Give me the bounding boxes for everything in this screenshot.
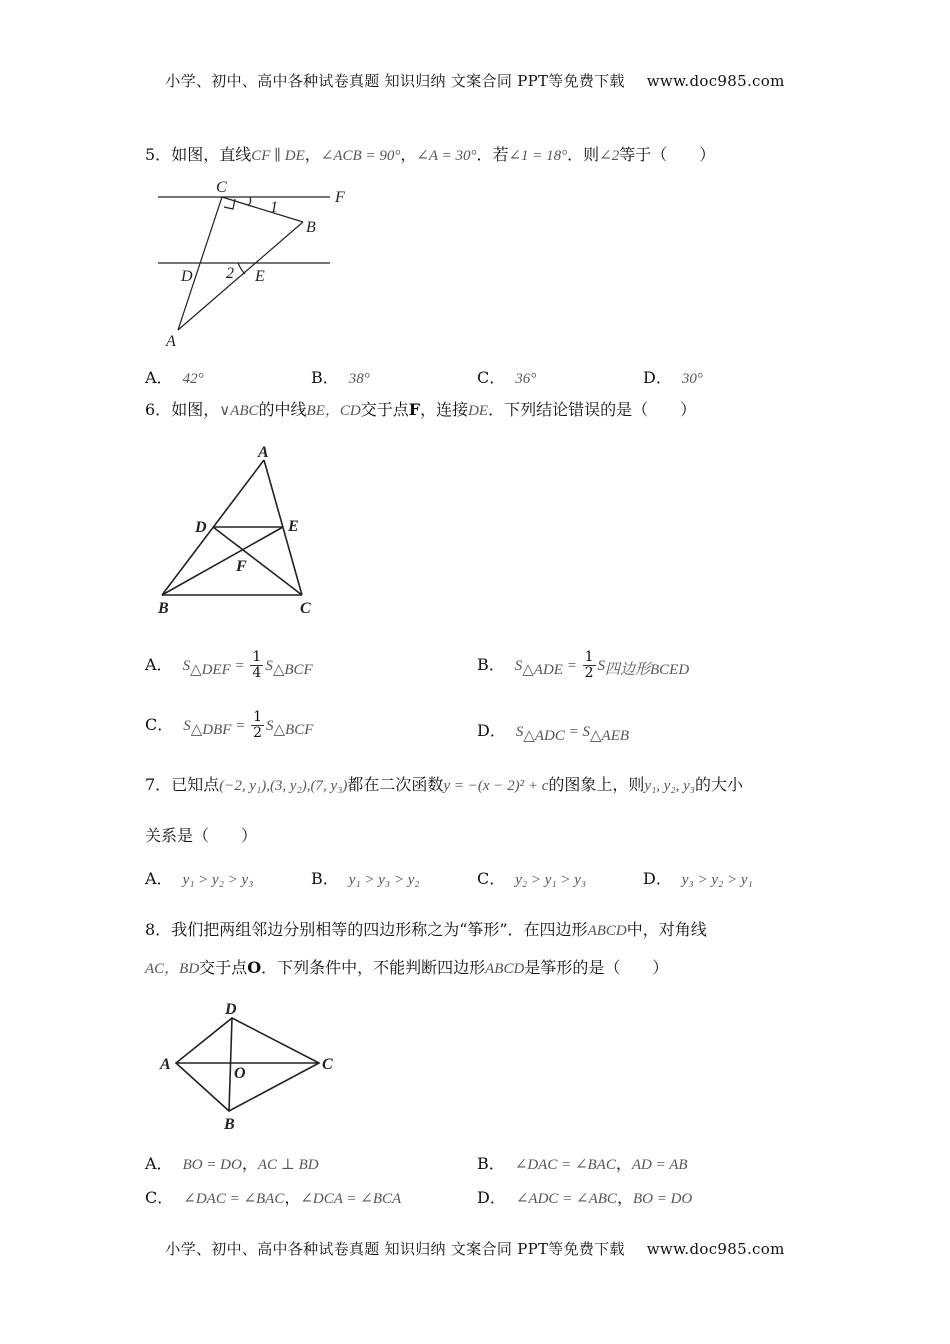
option-label: C． (477, 368, 506, 387)
question-7 (145, 773, 743, 798)
q6-text: ，连接 (420, 400, 469, 419)
area-subscript: △BCF (273, 722, 314, 739)
option-label: D． (477, 721, 506, 740)
area-symbol: S (597, 658, 606, 674)
q5-text: ．则 (567, 145, 600, 164)
q8-number: 8． (145, 920, 172, 939)
area-symbol: S (266, 718, 274, 734)
q6-option-c[interactable] (145, 710, 313, 741)
label-d: D (225, 1001, 237, 1018)
option-label: D． (643, 869, 672, 888)
q8-text: 交于点 (199, 958, 248, 977)
option-sep: ， (616, 1188, 633, 1207)
q5-math: ∠2 (599, 148, 620, 164)
label-2: 2 (226, 265, 234, 282)
label-d: D (195, 519, 207, 536)
option-label: D． (477, 1188, 506, 1207)
angle-2-arc (238, 263, 245, 274)
q8-math: AC，BD (145, 961, 200, 977)
label-e: E (255, 268, 265, 285)
q7-text: 的大小 (695, 775, 744, 794)
fraction (250, 650, 263, 681)
q7-option-c[interactable] (477, 866, 586, 889)
q6-figure (150, 440, 330, 620)
label-a: A (258, 444, 269, 461)
segment-ba (178, 222, 303, 330)
denominator: 4 (252, 665, 262, 681)
label-1: 1 (270, 199, 278, 216)
label-a: A (166, 333, 176, 350)
page-header (0, 70, 950, 91)
area-subscript: 四边形BCED (605, 662, 690, 679)
equals: = (231, 718, 250, 734)
option-sep: ， (615, 1154, 632, 1173)
q8-point: O (247, 958, 262, 977)
option-value: 38° (348, 371, 370, 387)
q5-sep: ， (400, 145, 417, 164)
area-symbol: S (515, 724, 524, 740)
q7-math: y₁, y₂, y₃ (644, 778, 696, 794)
option-label: A． (145, 869, 173, 888)
question-8 (145, 918, 707, 943)
q7-option-d[interactable] (643, 866, 753, 889)
option-label: A． (145, 655, 173, 674)
label-a: A (160, 1056, 171, 1073)
option-label: B． (311, 869, 339, 888)
option-value: y₂ > y₁ > y₃ (515, 872, 587, 888)
option-sep: ， (284, 1188, 301, 1207)
area-symbol: S (265, 658, 273, 674)
q5-option-a[interactable] (145, 365, 204, 388)
header-site: www.doc985.com (646, 72, 785, 90)
option-label: C． (145, 715, 174, 734)
q7-math: y = −(x − 2)² + c (443, 778, 549, 794)
diagonal-bd (229, 1018, 232, 1111)
fraction (583, 650, 596, 681)
q8-text: ．下列条件中，不能判断四边形 (261, 958, 486, 977)
option-value: 30° (681, 371, 703, 387)
q6-option-b[interactable] (477, 650, 689, 681)
label-c: C (322, 1056, 333, 1073)
option-value: BO = DO (632, 1191, 693, 1207)
equals: = (562, 658, 581, 674)
q6-math: ∨ABC (219, 403, 259, 419)
option-label: B． (477, 655, 505, 674)
q5-text: 等于（ ） (619, 145, 716, 164)
q8-text: 我们把两组邻边分别相等的四边形称之为“筝形”．在四边形 (171, 920, 588, 939)
median-cd (213, 527, 302, 595)
q6-text: ．下列结论错误的是（ ） (488, 400, 697, 419)
area-symbol: S (182, 658, 191, 674)
area-subscript: △AEB (590, 728, 630, 745)
option-label: C． (145, 1188, 174, 1207)
q5-text: ．若 (476, 145, 509, 164)
q8-option-b[interactable] (477, 1151, 688, 1174)
question-8-line2 (145, 956, 668, 981)
option-sep: ， (241, 1154, 258, 1173)
header-text: 小学、初中、高中各种试卷真题 知识归纳 文案合同 PPT等免费下载 (165, 72, 625, 90)
option-label: C． (477, 869, 506, 888)
q7-text: 已知点 (171, 775, 220, 794)
question-6 (145, 398, 696, 423)
q5-math: ∠A = 30° (416, 148, 477, 164)
q6-math: BE，CD (306, 403, 361, 419)
q6-text: 如图， (171, 400, 220, 419)
q8-option-a[interactable] (145, 1151, 319, 1174)
area-symbol: S (514, 658, 523, 674)
footer-site: www.doc985.com (646, 1240, 785, 1258)
median-be (162, 527, 283, 595)
q5-math: CF ∥ DE (251, 148, 305, 164)
option-value: ∠DAC = ∠BAC (183, 1191, 285, 1207)
area-symbol: S (183, 718, 191, 734)
option-value: y₁ > y₂ > y₃ (182, 872, 254, 888)
q6-text: 的中线 (258, 400, 307, 419)
question-5 (145, 143, 715, 168)
q6-text: 交于点 (360, 400, 409, 419)
footer-text: 小学、初中、高中各种试卷真题 知识归纳 文案合同 PPT等免费下载 (165, 1240, 625, 1258)
area-subscript: △BCF (272, 662, 313, 679)
label-e: E (288, 518, 299, 535)
q6-math: DE (468, 403, 489, 419)
q8-math: ABCD (587, 923, 627, 939)
q5-option-c[interactable] (477, 365, 536, 388)
label-b: B (224, 1116, 235, 1133)
numerator: 1 (252, 649, 262, 665)
q7-number: 7． (145, 775, 172, 794)
q5-math: ∠1 = 18° (508, 148, 568, 164)
label-f: F (236, 558, 247, 575)
option-value: ∠DCA = ∠BCA (300, 1191, 402, 1207)
option-value: BO = DO (182, 1157, 242, 1173)
numerator: 1 (253, 709, 262, 725)
option-value: ∠ADC = ∠ABC (515, 1191, 617, 1207)
option-value: AC ⊥ BD (257, 1157, 319, 1173)
area-subscript: △DBF (190, 722, 232, 739)
page-footer (0, 1238, 950, 1259)
question-7-line2: 关系是（ ） (145, 826, 258, 845)
area-subscript: △DEF (190, 662, 231, 679)
option-label: A． (145, 1154, 173, 1173)
q5-math: ∠ACB = 90° (320, 148, 401, 164)
q8-option-d[interactable] (477, 1185, 692, 1208)
option-value: 36° (515, 371, 537, 387)
label-b: B (158, 600, 169, 617)
area-symbol: S (582, 724, 591, 740)
label-o: O (234, 1065, 246, 1082)
label-c: C (300, 600, 311, 617)
q7-text: 都在二次函数 (347, 775, 444, 794)
area-subscript: △ADE (522, 662, 563, 679)
option-label: A． (145, 368, 173, 387)
option-label: B． (477, 1154, 505, 1173)
q8-option-c[interactable] (145, 1185, 401, 1208)
q7-math: (−2, y₁),(3, y₂),(7, y₃) (219, 778, 348, 794)
q8-text: 中，对角线 (626, 920, 707, 939)
q8-figure (155, 995, 340, 1135)
q7-option-b[interactable] (311, 866, 420, 889)
equals: = (564, 724, 583, 740)
q6-number: 6． (145, 400, 172, 419)
option-value: y₁ > y₃ > y₂ (348, 872, 420, 888)
q5-figure (150, 175, 360, 355)
fraction (251, 710, 264, 741)
q7-text: 的图象上，则 (548, 775, 645, 794)
q5-option-d[interactable] (643, 365, 703, 388)
q8-text: 是筝形的是（ ） (524, 958, 669, 977)
denominator: 2 (253, 725, 262, 741)
option-value: 42° (182, 371, 204, 387)
q5-text: 如图，直线 (171, 145, 252, 164)
option-label: B． (311, 368, 339, 387)
option-value: y₃ > y₂ > y₁ (681, 872, 753, 888)
label-d: D (181, 268, 193, 285)
quadrilateral-abcd (176, 1018, 319, 1111)
label-b: B (306, 219, 316, 236)
option-value: AD = AB (631, 1157, 688, 1173)
denominator: 2 (584, 665, 594, 681)
option-value: ∠DAC = ∠BAC (514, 1157, 616, 1173)
q6-point: F (408, 400, 421, 419)
label-c: C (216, 179, 227, 196)
numerator: 1 (584, 649, 594, 665)
q7-option-a[interactable] (145, 866, 253, 889)
q6-option-d[interactable] (477, 718, 629, 745)
area-subscript: △ADC (523, 728, 565, 745)
option-label: D． (643, 368, 672, 387)
label-f: F (335, 189, 345, 206)
q8-math: ABCD (485, 961, 525, 977)
q6-option-a[interactable] (145, 650, 313, 681)
q5-number: 5． (145, 145, 172, 164)
q5-sep: ， (304, 145, 321, 164)
q5-option-b[interactable] (311, 365, 370, 388)
equals: = (230, 658, 249, 674)
